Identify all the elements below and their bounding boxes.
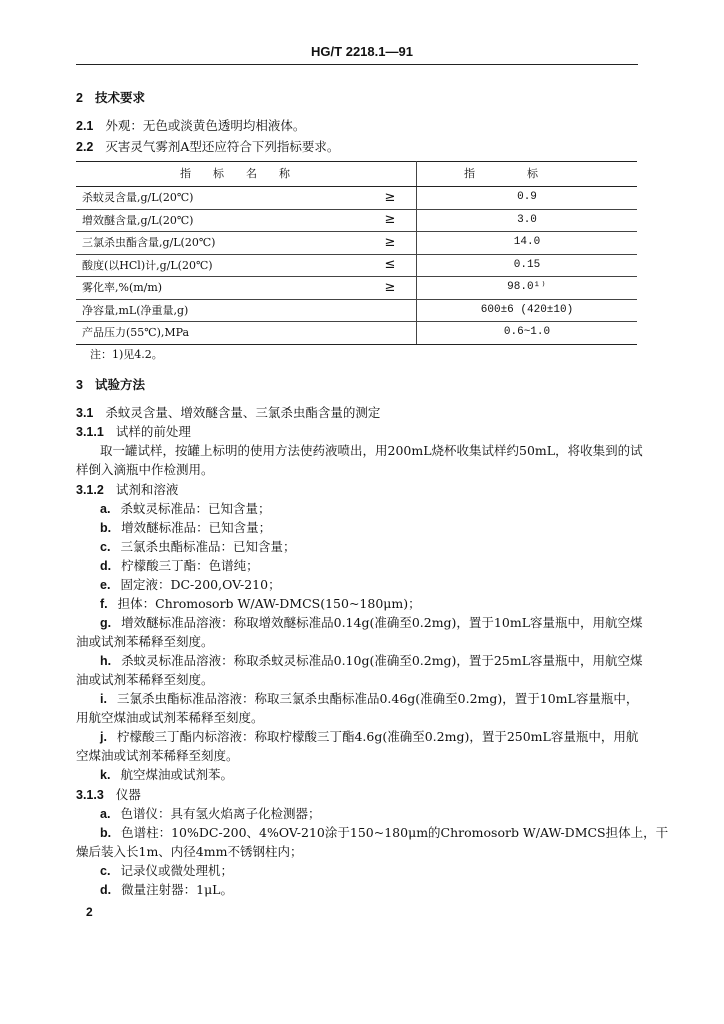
list-item-d (100, 882, 233, 898)
row-value: 0.15 (417, 254, 638, 277)
table-row (76, 299, 637, 322)
item-text: 担体：Chromosorb W/AW-DMCS(150~180μm)； (117, 596, 421, 611)
list-item-c (100, 539, 295, 555)
section-2-heading (76, 90, 145, 106)
item-text: 色谱仪：具有氢火焰离子化检测器； (120, 806, 321, 821)
clause-2-1 (76, 118, 305, 134)
clause-text: 灭害灵气雾剂A型还应符合下列指标要求。 (105, 139, 340, 154)
list-item-e (100, 577, 281, 593)
clause-3-1 (76, 405, 380, 421)
clause-3-1-1 (76, 424, 191, 440)
table-note: 注：1)见4.2。 (90, 348, 163, 361)
list-item-b (100, 520, 271, 536)
row-value: 98.0¹⁾ (417, 277, 638, 300)
clause-title: 试剂和溶液 (115, 482, 179, 497)
item-text: 微量注射器：1μL。 (121, 882, 233, 897)
list-item-k (100, 767, 233, 783)
page-number: 2 (86, 905, 93, 919)
row-operator: ≥ (364, 209, 417, 232)
list-item-i (100, 691, 638, 707)
item-text: 增效醚标准品溶液：称取增效醚标准品0.14g(准确至0.2mg)，置于10mL容量瓶中，用航空煤 (121, 615, 643, 630)
list-item-continuation: 用航空煤油或试剂苯稀释至刻度。 (76, 710, 264, 725)
list-item-continuation: 油或试剂苯稀释至刻度。 (76, 634, 214, 649)
clause-text: 杀蚊灵含量、增效醚含量、三氯杀虫酯含量的测定 (105, 405, 381, 420)
clause-number: 2.1 (76, 119, 94, 133)
item-text: 三氯杀虫酯标准品：已知含量； (120, 539, 296, 554)
item-label: a. (100, 807, 111, 821)
clause-number: 3.1.3 (76, 788, 104, 802)
table-row (76, 187, 637, 210)
standard-number-header: HG/T 2218.1—91 (311, 44, 413, 59)
list-item-a (100, 806, 320, 822)
item-text: 色谱柱：10%DC-200、4%OV-210涂于150~180μm的Chromosorb W/AW-DMCS担体上，干 (121, 825, 669, 840)
table-row (76, 277, 637, 300)
item-label: a. (100, 502, 111, 516)
item-text: 固定液：DC-200,OV-210； (120, 577, 281, 592)
header-indicator-value: 指标 (417, 162, 638, 187)
item-text: 航空煤油或试剂苯。 (120, 767, 233, 782)
specification-table (76, 161, 637, 345)
table-row (76, 322, 637, 345)
paragraph-line: 取一罐试样，按罐上标明的使用方法使药液喷出，用200mL烧杯收集试样约50mL，将收集到的试 (100, 443, 643, 458)
row-name: 酸度(以HCl)计,g/L(20℃) (76, 254, 364, 277)
clause-text: 外观：无色或淡黄色透明均相液体。 (105, 118, 306, 133)
list-item-j (100, 729, 638, 745)
list-item-f (100, 596, 421, 612)
header-rule (76, 64, 638, 65)
table-header-row (76, 162, 637, 187)
header-indicator-name: 指标名称 (76, 162, 417, 187)
item-label: g. (100, 616, 112, 630)
list-item-continuation: 燥后装入长1m、内径4mm不锈钢柱内； (76, 844, 303, 859)
row-value: 0.6~1.0 (417, 322, 638, 345)
list-item-b (100, 825, 668, 841)
row-value: 14.0 (417, 232, 638, 255)
row-value: 3.0 (417, 209, 638, 232)
list-item-continuation: 空煤油或试剂苯稀释至刻度。 (76, 748, 239, 763)
item-label: c. (100, 864, 111, 878)
clause-title: 试样的前处理 (115, 424, 191, 439)
item-label: f. (100, 597, 108, 611)
section-3-heading (76, 377, 145, 393)
item-label: d. (100, 559, 112, 573)
item-label: e. (100, 578, 111, 592)
row-name: 杀蚊灵含量,g/L(20℃) (76, 187, 364, 210)
row-operator: ≤ (364, 254, 417, 277)
row-name: 净容量,mL(净重量,g) (76, 299, 364, 322)
row-name: 增效醚含量,g/L(20℃) (76, 209, 364, 232)
row-operator (364, 322, 417, 345)
item-text: 增效醚标准品：已知含量； (121, 520, 272, 535)
clause-number: 2.2 (76, 140, 94, 154)
item-label: d. (100, 883, 112, 897)
row-operator: ≥ (364, 187, 417, 210)
section-number: 3 (76, 378, 83, 392)
clause-3-1-2 (76, 482, 178, 498)
section-title: 技术要求 (94, 90, 145, 105)
item-label: h. (100, 654, 112, 668)
paragraph-line: 样倒入滴瓶中作检测用。 (76, 462, 214, 477)
item-label: i. (100, 692, 107, 706)
item-text: 记录仪或微处理机； (120, 863, 233, 878)
list-item-continuation: 油或试剂苯稀释至刻度。 (76, 672, 214, 687)
item-text: 杀蚊灵标准品溶液：称取杀蚊灵标准品0.10g(准确至0.2mg)，置于25mL容量瓶中，用航空煤 (121, 653, 643, 668)
row-name: 三氯杀虫酯含量,g/L(20℃) (76, 232, 364, 255)
clause-title: 仪器 (115, 787, 141, 802)
row-operator: ≥ (364, 232, 417, 255)
row-value: 600±6 (420±10) (417, 299, 638, 322)
row-name: 雾化率,%(m/m) (76, 277, 364, 300)
row-operator: ≥ (364, 277, 417, 300)
item-text: 三氯杀虫酯标准品溶液：称取三氯杀虫酯标准品0.46g(准确至0.2mg)，置于10mL容量瓶中， (116, 691, 639, 706)
item-label: b. (100, 826, 112, 840)
clause-number: 3.1.2 (76, 483, 104, 497)
item-text: 杀蚊灵标准品：已知含量； (120, 501, 271, 516)
item-label: c. (100, 540, 111, 554)
section-number: 2 (76, 91, 83, 105)
list-item-h (100, 653, 643, 669)
list-item-c (100, 863, 233, 879)
list-item-g (100, 615, 643, 631)
section-title: 试验方法 (94, 377, 145, 392)
clause-number: 3.1 (76, 406, 94, 420)
item-text: 柠檬酸三丁酯：色谱纯； (121, 558, 259, 573)
clause-3-1-3 (76, 787, 141, 803)
item-label: b. (100, 521, 112, 535)
row-operator (364, 299, 417, 322)
table-row (76, 254, 637, 277)
list-item-d (100, 558, 259, 574)
table-row (76, 232, 637, 255)
item-text: 柠檬酸三丁酯内标溶液：称取柠檬酸三丁酯4.6g(准确至0.2mg)，置于250mL容量瓶中，用航 (116, 729, 639, 744)
list-item-a (100, 501, 270, 517)
row-name: 产品压力(55℃),MPa (76, 322, 364, 345)
table-row (76, 209, 637, 232)
row-value: 0.9 (417, 187, 638, 210)
clause-number: 3.1.1 (76, 425, 104, 439)
clause-2-2 (76, 139, 339, 155)
item-label: k. (100, 768, 111, 782)
item-label: j. (100, 730, 107, 744)
